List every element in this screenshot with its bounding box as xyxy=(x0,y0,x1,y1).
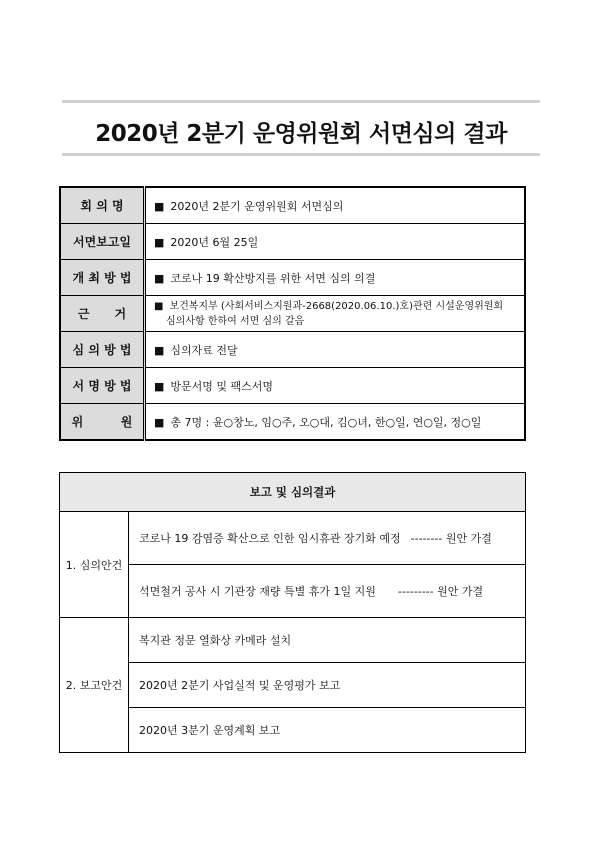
label-meeting-name: 회 의 명 xyxy=(60,187,145,224)
list-item: 2020년 3분기 운영계획 보고 xyxy=(129,708,526,753)
section-report-items-label: 2. 보고안건 xyxy=(60,618,129,753)
table-row xyxy=(60,296,525,332)
value-method: ■ 코로나 19 확산방지를 위한 서면 심의 의결 xyxy=(145,260,526,296)
section-review-items-label: 1. 심의안건 xyxy=(60,512,129,618)
results-table xyxy=(59,472,526,753)
list-item: 석면철거 공사 시 기관장 재량 특별 휴가 1일 지원 --------- 원안 가결 xyxy=(129,565,526,618)
label-report-date: 서면보고일 xyxy=(60,224,145,260)
table-row xyxy=(60,224,525,260)
list-item: 코로나 19 감염증 확산으로 인한 임시휴관 장기화 예정 -------- 원안 가결 xyxy=(129,512,526,565)
value-sign-method: ■ 방문서명 및 팩스서명 xyxy=(145,368,526,404)
page-title: 2020년 2분기 운영위원회 서면심의 결과 xyxy=(95,121,507,147)
meeting-info-table xyxy=(59,186,526,441)
label-method: 개 최 방 법 xyxy=(60,260,145,296)
value-members: ■ 총 7명 : 윤○창노, 임○주, 오○대, 김○녀, 한○일, 연○일, 정○일 xyxy=(145,404,526,441)
value-basis: ■ 보건복지부 (사회서비스지원과-2668(2020.06.10.)호)관련 시설운영위원회 심의사항 한하여 서면 심의 갈음 xyxy=(145,296,526,332)
table-row xyxy=(60,187,525,224)
list-item: 2020년 2분기 사업실적 및 운영평가 보고 xyxy=(129,663,526,708)
table-row xyxy=(60,368,525,404)
table-row xyxy=(60,663,526,708)
label-review-method: 심 의 방 법 xyxy=(60,332,145,368)
value-meeting-name: ■ 2020년 2분기 운영위원회 서면심의 xyxy=(145,187,526,224)
table-row xyxy=(60,708,526,753)
label-basis: 근 거 xyxy=(60,296,145,332)
list-item: 복지관 정문 열화상 카메라 설치 xyxy=(129,618,526,663)
table-row xyxy=(60,565,526,618)
value-report-date: ■ 2020년 6월 25일 xyxy=(145,224,526,260)
label-sign-method: 서 명 방 법 xyxy=(60,368,145,404)
table-row xyxy=(60,512,526,565)
title-bar xyxy=(62,100,540,156)
table-row xyxy=(60,618,526,663)
results-header: 보고 및 심의결과 xyxy=(60,473,526,512)
table-row xyxy=(60,260,525,296)
value-review-method: ■ 심의자료 전달 xyxy=(145,332,526,368)
table-row xyxy=(60,404,525,441)
table-row xyxy=(60,473,526,512)
table-row xyxy=(60,332,525,368)
label-members: 위 원 xyxy=(60,404,145,441)
